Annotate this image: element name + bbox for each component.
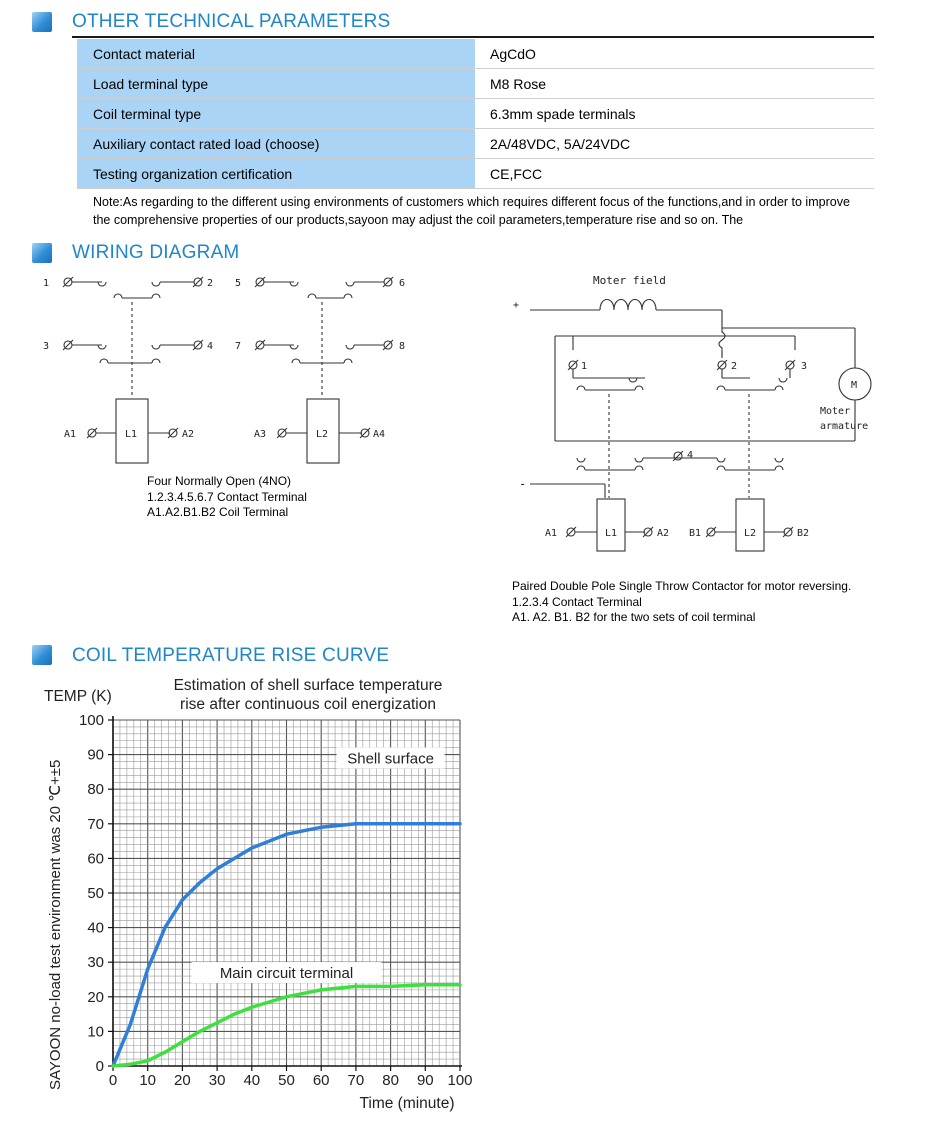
x-tick-label: 30 xyxy=(208,1072,226,1089)
params-row xyxy=(77,129,874,159)
x-tick-label: 40 xyxy=(243,1072,261,1089)
series-label: Shell surface xyxy=(347,750,434,768)
y-axis-label: TEMP (K) xyxy=(44,688,112,705)
params-row xyxy=(77,69,874,99)
coil-a3-label: A3 xyxy=(254,429,267,440)
coil-l1-label: L1 xyxy=(605,528,618,539)
caption-line: Four Normally Open (4NO) xyxy=(147,474,292,488)
y-tick-label: 10 xyxy=(87,1023,104,1041)
param-name: Auxiliary contact rated load (choose) xyxy=(77,129,476,159)
coil-a2-label: A2 xyxy=(182,429,195,440)
wiring-diagram-4no xyxy=(30,268,430,478)
series-label: Main circuit terminal xyxy=(219,965,354,983)
params-row xyxy=(77,39,874,69)
wiring-right-caption xyxy=(512,579,851,626)
motor-armature-label: Moter xyxy=(820,406,851,417)
y-tick-label: 0 xyxy=(95,1058,104,1075)
terminal-7-label: 7 xyxy=(235,341,242,352)
x-tick-label: 60 xyxy=(312,1072,330,1089)
y-tick-label: 30 xyxy=(87,954,104,972)
wiring-section-title: WIRING DIAGRAM xyxy=(72,242,240,263)
param-value: 2A/48VDC, 5A/24VDC xyxy=(476,129,875,159)
y-tick-label: 40 xyxy=(87,919,104,937)
side-note: SAYOON no-load test environment was 20 ℃+±5 xyxy=(47,759,64,1090)
params-table xyxy=(77,39,874,189)
coil-b2-label: B2 xyxy=(797,528,810,539)
terminal-1-label: 1 xyxy=(581,361,588,372)
y-tick-label: 60 xyxy=(87,850,104,868)
x-tick-label: 70 xyxy=(347,1072,365,1089)
x-tick-label: 80 xyxy=(382,1072,399,1089)
param-value: AgCdO xyxy=(476,39,875,69)
x-tick-label: 90 xyxy=(416,1072,434,1089)
coil-a2-label: A2 xyxy=(657,528,670,539)
terminal-3-label: 3 xyxy=(43,341,50,352)
terminal-4-label: 4 xyxy=(687,450,694,461)
y-tick-label: 80 xyxy=(87,781,104,799)
y-tick-label: 50 xyxy=(87,885,104,902)
terminal-5-label: 5 xyxy=(235,278,242,289)
terminal-4-label: 4 xyxy=(207,341,214,352)
coil-a1-label: A1 xyxy=(64,429,77,440)
caption-line: A1. A2. B1. B2 for the two sets of coil terminal xyxy=(512,610,756,624)
caption-line: 1.2.3.4.5.6.7 Contact Terminal xyxy=(147,489,307,504)
y-tick-label: 70 xyxy=(87,815,104,833)
params-divider xyxy=(72,36,874,38)
coil-l2-label: L2 xyxy=(316,429,329,440)
param-value: 6.3mm spade terminals xyxy=(476,99,875,129)
wiring-diagram-motor-reversing xyxy=(505,268,885,558)
caption-line: A1.A2.B1.B2 Coil Terminal xyxy=(147,505,289,519)
y-tick-label: 20 xyxy=(87,988,104,1006)
terminal-2-label: 2 xyxy=(731,361,738,372)
coil-a4-label: A4 xyxy=(373,429,386,440)
param-name: Load terminal type xyxy=(77,69,476,99)
coil-l1-label: L1 xyxy=(125,429,138,440)
caption-line: 1.2.3.4 Contact Terminal xyxy=(512,594,642,609)
param-name: Testing organization certification xyxy=(77,159,476,189)
terminal-3-label: 3 xyxy=(801,361,808,372)
motor-field-label: Moter field xyxy=(593,274,666,287)
y-tick-label: 100 xyxy=(78,712,104,729)
curve-section-title: COIL TEMPERATURE RISE CURVE xyxy=(72,645,390,666)
params-section-title: OTHER TECHNICAL PARAMETERS xyxy=(72,11,391,32)
x-tick-label: 20 xyxy=(174,1072,191,1089)
x-tick-label: 100 xyxy=(447,1072,473,1089)
terminal-1-label: 1 xyxy=(43,278,50,289)
plus-rail-label: + xyxy=(513,300,520,311)
param-value: CE,FCC xyxy=(476,159,875,189)
terminal-8-label: 8 xyxy=(399,341,406,352)
motor-symbol-label: M xyxy=(851,380,858,391)
coil-a1-label: A1 xyxy=(545,528,558,539)
motor-armature-label: armature xyxy=(820,421,869,432)
params-row xyxy=(77,159,874,189)
params-row xyxy=(77,99,874,129)
y-tick-label: 90 xyxy=(87,746,104,764)
coil-b1-label: B1 xyxy=(689,528,702,539)
terminal-2-label: 2 xyxy=(207,278,214,289)
chart-title-line: rise after continuous coil energization xyxy=(180,696,436,713)
param-value: M8 Rose xyxy=(476,69,875,99)
chart-grid xyxy=(113,720,460,1066)
section-bullet-icon xyxy=(32,12,52,32)
x-tick-label: 50 xyxy=(278,1072,295,1089)
coil-l2-label: L2 xyxy=(744,528,757,539)
chart-title-line: Estimation of shell surface temperature xyxy=(173,677,443,694)
wiring-left-caption xyxy=(147,474,307,521)
caption-line: Paired Double Pole Single Throw Contactor for motor reversing. xyxy=(512,579,852,593)
x-axis-label: Time (minute) xyxy=(359,1095,455,1112)
x-tick-label: 10 xyxy=(139,1072,157,1089)
temperature-rise-chart xyxy=(40,670,490,1120)
section-bullet-icon xyxy=(32,645,52,665)
minus-rail-label: - xyxy=(519,477,527,491)
params-note: Note:As regarding to the different using environments of customers which requires different focus of the functions,and in order to improve the comprehensive properties of our products,sayoon may adjust the coil parameters,temperature rise and so on. The xyxy=(93,195,850,227)
param-name: Contact material xyxy=(77,39,476,69)
terminal-6-label: 6 xyxy=(399,278,406,289)
param-name: Coil terminal type xyxy=(77,99,476,129)
section-bullet-icon xyxy=(32,243,52,263)
x-tick-label: 0 xyxy=(108,1072,118,1089)
